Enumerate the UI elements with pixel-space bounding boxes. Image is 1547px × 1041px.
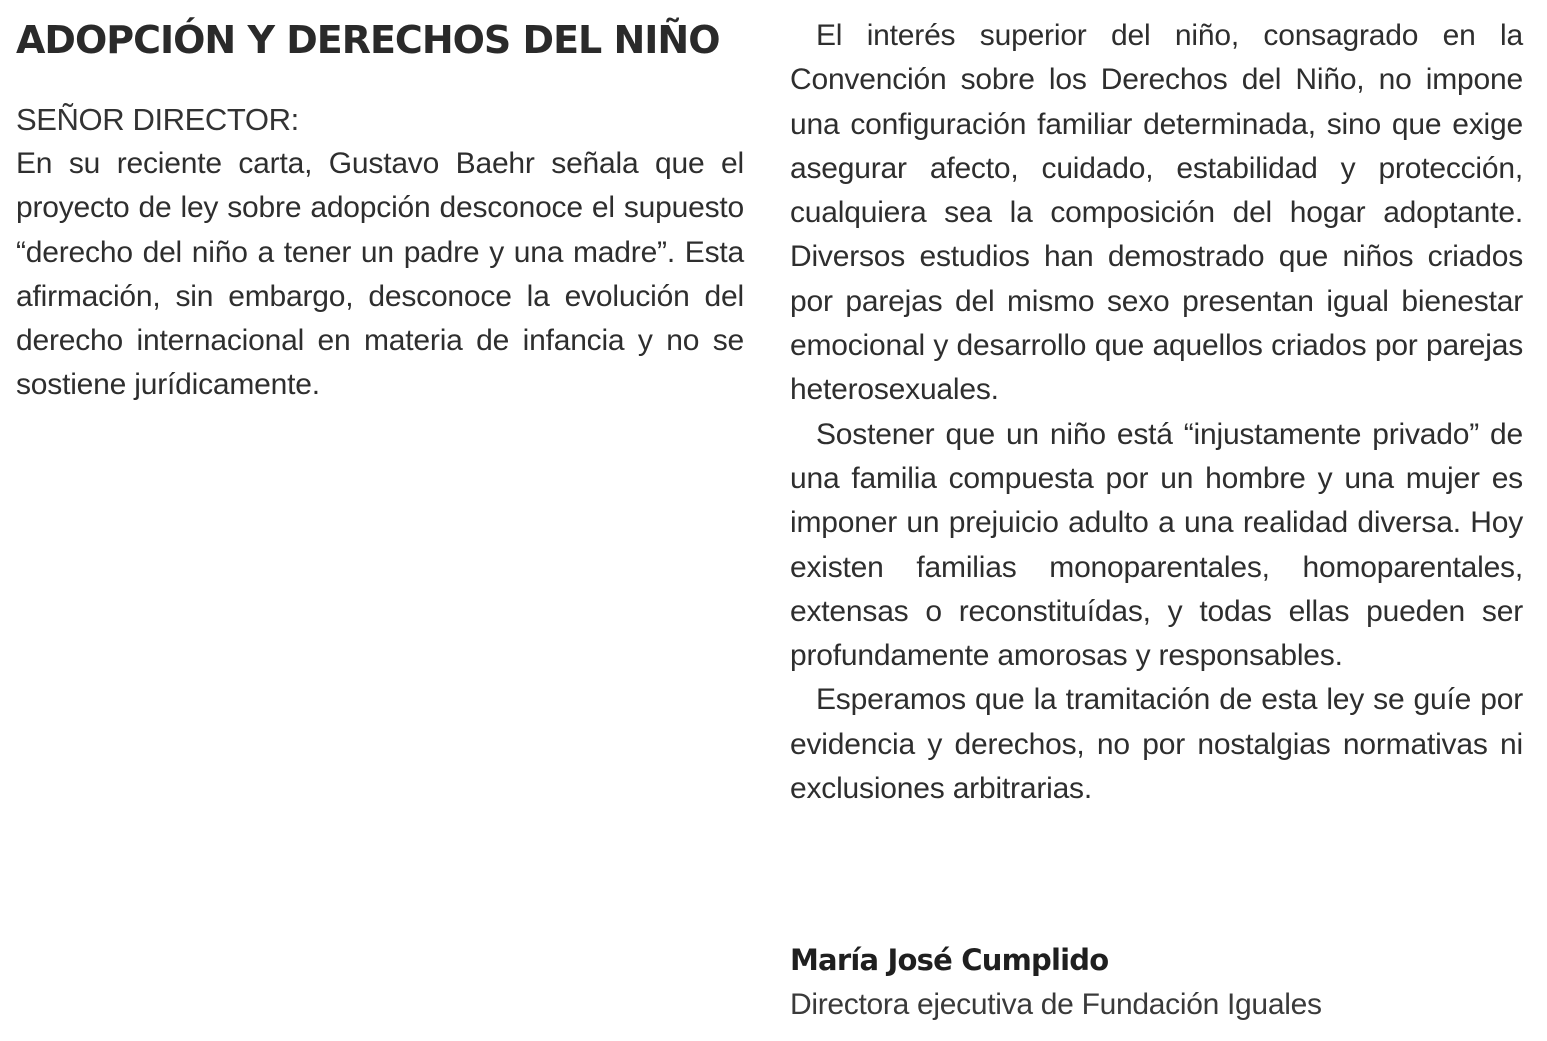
- paragraph-4: Esperamos que la tramitación de esta ley se guíe por evidencia y derechos, no por nostalgias normativas ni exclusiones arbitrarias.: [790, 683, 1523, 806]
- paragraph-3: Sostener que un niño está “injustamente privado” de una familia compuesta por un hombre y una mujer es imponer un prejuicio adulto a una realidad diversa. Hoy existen familias monoparentales, homoparentales, extensas o reconstituídas, y todas ellas pueden ser profundamente amorosas y responsables.: [790, 417, 1523, 673]
- headline: ADOPCIÓN Y DERECHOS DEL NIÑO: [16, 18, 720, 62]
- author-title: Directora ejecutiva de Fundación Iguales: [790, 988, 1322, 1021]
- paragraph-2: El interés superior del niño, consagrado en la Convención sobre los Derechos del Niño, no impone una configuración familiar determinada, sino que exige asegurar afecto, cuidado, estabilidad y protección, cualquiera sea la composición del hogar adoptante. Diversos estudios han demostrado que niños criados por parejas del mismo sexo presentan igual bienestar emocional y desarrollo que aquellos criados por parejas heterosexuales.: [790, 19, 1523, 407]
- paragraph-1: En su reciente carta, Gustavo Baehr señala que el proyecto de ley sobre adopción desconoce el supuesto “derecho del niño a tener un padre y una madre”. Esta afirmación, sin embargo, desconoce la evolución del derecho internacional en materia de infancia y no se sostiene jurídicamente.: [16, 147, 744, 402]
- author-name: María José Cumplido: [790, 943, 1109, 977]
- signature-block: [790, 938, 1530, 1028]
- left-column: [16, 10, 744, 408]
- salutation: SEÑOR DIRECTOR:: [16, 102, 299, 137]
- right-column: [790, 14, 1523, 811]
